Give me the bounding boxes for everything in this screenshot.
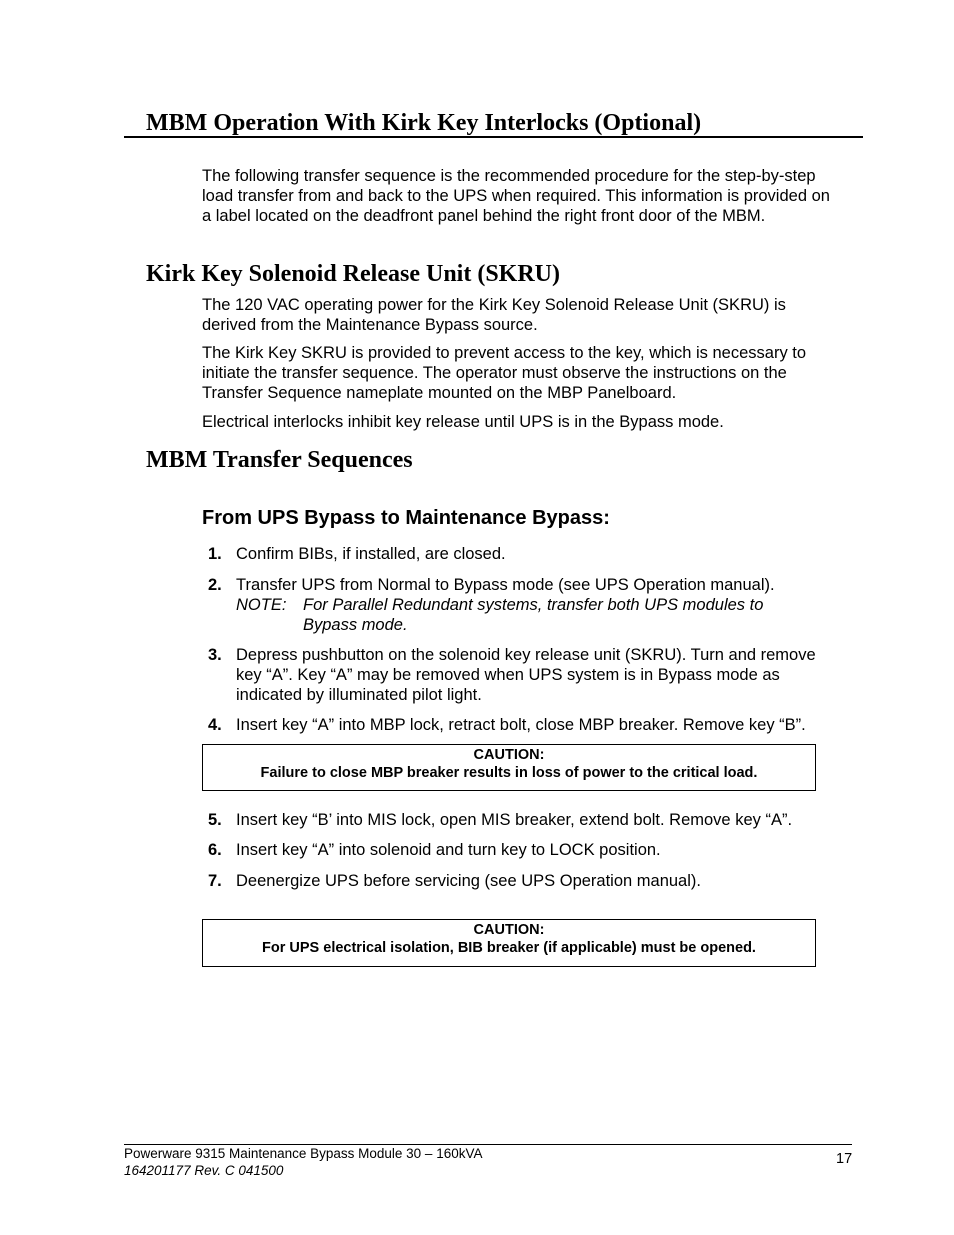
- list-item: [202, 871, 852, 891]
- step-text: Insert key “A” into solenoid and turn key to LOCK position.: [236, 841, 661, 859]
- page-heading: MBM Operation With Kirk Key Interlocks (Optional): [146, 110, 702, 136]
- step-number: 2.: [208, 576, 222, 594]
- list-item: [202, 810, 852, 830]
- list-item: [202, 840, 852, 860]
- step-number: 7.: [208, 872, 222, 890]
- step-number: 4.: [208, 716, 222, 734]
- page-number: 17: [836, 1151, 853, 1167]
- footer-title: Powerware 9315 Maintenance Bypass Module 30 – 160kVA: [124, 1146, 483, 1161]
- list-item: [202, 575, 852, 595]
- skru-paragraph-1: The 120 VAC operating power for the Kirk Key Solenoid Release Unit (SKRU) is derived from the Maintenance Bypass source.: [202, 296, 786, 334]
- list-item: [202, 544, 852, 564]
- transfer-subheading: From UPS Bypass to Maintenance Bypass:: [202, 507, 610, 529]
- step-number: 3.: [208, 646, 222, 664]
- caution-title: CAUTION:: [473, 747, 545, 763]
- caution-box: [202, 744, 816, 791]
- step-text: Depress pushbutton on the solenoid key release unit (SKRU). Turn and remove key “A”. Key “A” may be removed when UPS system is in Bypass mode as indicated by illuminated pilot light.: [236, 646, 816, 704]
- step-number: 1.: [208, 545, 222, 563]
- note-label: NOTE:: [236, 596, 287, 614]
- step-text: Deenergize UPS before servicing (see UPS Operation manual).: [236, 872, 701, 890]
- step-text: Insert key “B’ into MIS lock, open MIS breaker, extend bolt. Remove key “A”.: [236, 811, 793, 829]
- caution-title: CAUTION:: [473, 922, 545, 938]
- skru-heading: Kirk Key Solenoid Release Unit (SKRU): [146, 261, 560, 287]
- step-text: Transfer UPS from Normal to Bypass mode (see UPS Operation manual).: [236, 576, 775, 594]
- step-number: 5.: [208, 811, 222, 829]
- step-number: 6.: [208, 841, 222, 859]
- intro-paragraph: The following transfer sequence is the recommended procedure for the step-by-step load transfer from and back to the UPS when required. This information is provided on a label located on the deadfront panel behind the right front door of the MBM.: [202, 167, 830, 225]
- list-item: [202, 645, 852, 705]
- heading-rule: [124, 136, 863, 138]
- step-text: Insert key “A” into MBP lock, retract bolt, close MBP breaker. Remove key “B”.: [236, 716, 806, 734]
- transfer-heading: MBM Transfer Sequences: [146, 447, 413, 473]
- note: [236, 595, 836, 635]
- step-text: Confirm BIBs, if installed, are closed.: [236, 545, 506, 563]
- caution-text: For UPS electrical isolation, BIB breaker (if applicable) must be opened.: [262, 940, 756, 956]
- list-item: [202, 715, 852, 735]
- footer-doc-number: 164201177 Rev. C 041500: [124, 1163, 284, 1178]
- caution-box: [202, 919, 816, 967]
- skru-paragraph-2: The Kirk Key SKRU is provided to prevent access to the key, which is necessary to initiate the transfer sequence. The operator must observe the instructions on the Transfer Sequence nameplate mounted on the MBP Panelboard.: [202, 344, 807, 402]
- caution-text: Failure to close MBP breaker results in loss of power to the critical load.: [260, 765, 758, 781]
- note-text: For Parallel Redundant systems, transfer both UPS modules to Bypass mode.: [303, 596, 764, 634]
- skru-paragraph-3: Electrical interlocks inhibit key release until UPS is in the Bypass mode.: [202, 413, 724, 431]
